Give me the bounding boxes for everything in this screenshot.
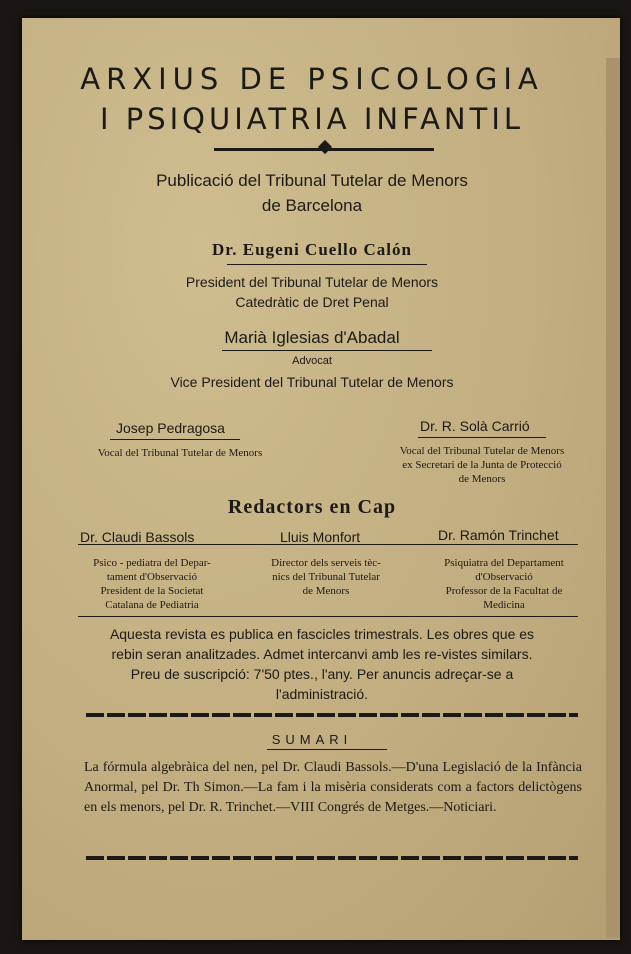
summary-heading: SUMARI <box>271 732 353 747</box>
redactor-monfort-desc: Director dels serveis tèc- nics del Tribunal Tutelar de Menors <box>271 557 381 597</box>
redactor-monfort-name: Lluis Monfort <box>280 529 361 545</box>
journal-title-line2: I PSIQUIATRIA INFANTIL <box>99 102 525 136</box>
vice-president-name: Marià Iglesias d'Abadal <box>224 328 400 347</box>
vocal-left-rule <box>110 439 240 440</box>
director-role1: President del Tribunal Tutelar de Menors <box>185 274 439 290</box>
summary-heading-rule <box>267 749 387 750</box>
journal-title-line1: ARXIUS DE PSICOLOGIA <box>80 62 544 96</box>
notice-top-rule <box>78 616 578 617</box>
redactor-bassols-name: Dr. Claudi Bassols <box>80 529 195 545</box>
redactor-bassols-desc: Psico - pediatra del Depar- tament d'Observació President de la Societat Catalana de Pediatria <box>93 557 211 611</box>
vocal-left-name: Josep Pedragosa <box>116 420 225 436</box>
redactor-trinchet-desc: Psiquiatra del Departament d'Observació Professor de la Facultat de Medicina <box>444 557 564 611</box>
publication-line1: Publicació del Tribunal Tutelar de Menors <box>156 171 468 190</box>
vocal-left-desc: Vocal del Tribunal Tutelar de Menors <box>97 447 263 459</box>
director-name-rule <box>227 264 427 265</box>
vice-profession: Advocat <box>292 355 332 367</box>
redactor-trinchet-name: Dr. Ramón Trinchet <box>438 527 559 543</box>
summary-contents: La fórmula algebràica del nen, pel Dr. Claudi Bassols.—D'una Legislació de la Infància Anormal, pel Dr. Th Simon.—La fam i la misèria considerats com a factors delictògens en els menors, pel Dr. R. Trinchet.—VIII Congrés de Metges.—Noticiari. <box>84 760 582 815</box>
director-role2: Catedràtic de Dret Penal <box>235 294 389 310</box>
redactors-heading: Redactors en Cap <box>227 496 397 518</box>
vice-role: Vice President del Tribunal Tutelar de Menors <box>170 374 454 390</box>
vocal-right-rule <box>418 437 546 438</box>
director-name: Dr. Eugeni Cuello Calón <box>212 240 412 259</box>
publication-line2: de Barcelona <box>261 196 363 215</box>
page-edge <box>606 58 620 938</box>
ornament-diamond-icon <box>318 140 332 154</box>
vocal-right-desc: Vocal del Tribunal Tutelar de Menors ex Secretari de la Junta de Protecció de Menors <box>399 445 565 485</box>
ornamental-dash-rule-top <box>86 713 578 717</box>
vocal-right-name: Dr. R. Solà Carrió <box>420 418 530 434</box>
vice-name-rule <box>222 350 432 351</box>
journal-cover-page <box>22 18 620 940</box>
subscription-notice: Aquesta revista es publica en fascicles trimestrals. Les obres que es rebin seran analitzades. Admet intercanvi amb les re-vistes similars. Preu de suscripció: 7'50 ptes., l'any. Per anuncis adreçar-se a l'administració. <box>109 626 535 702</box>
ornamental-dash-rule-bottom <box>86 856 578 860</box>
